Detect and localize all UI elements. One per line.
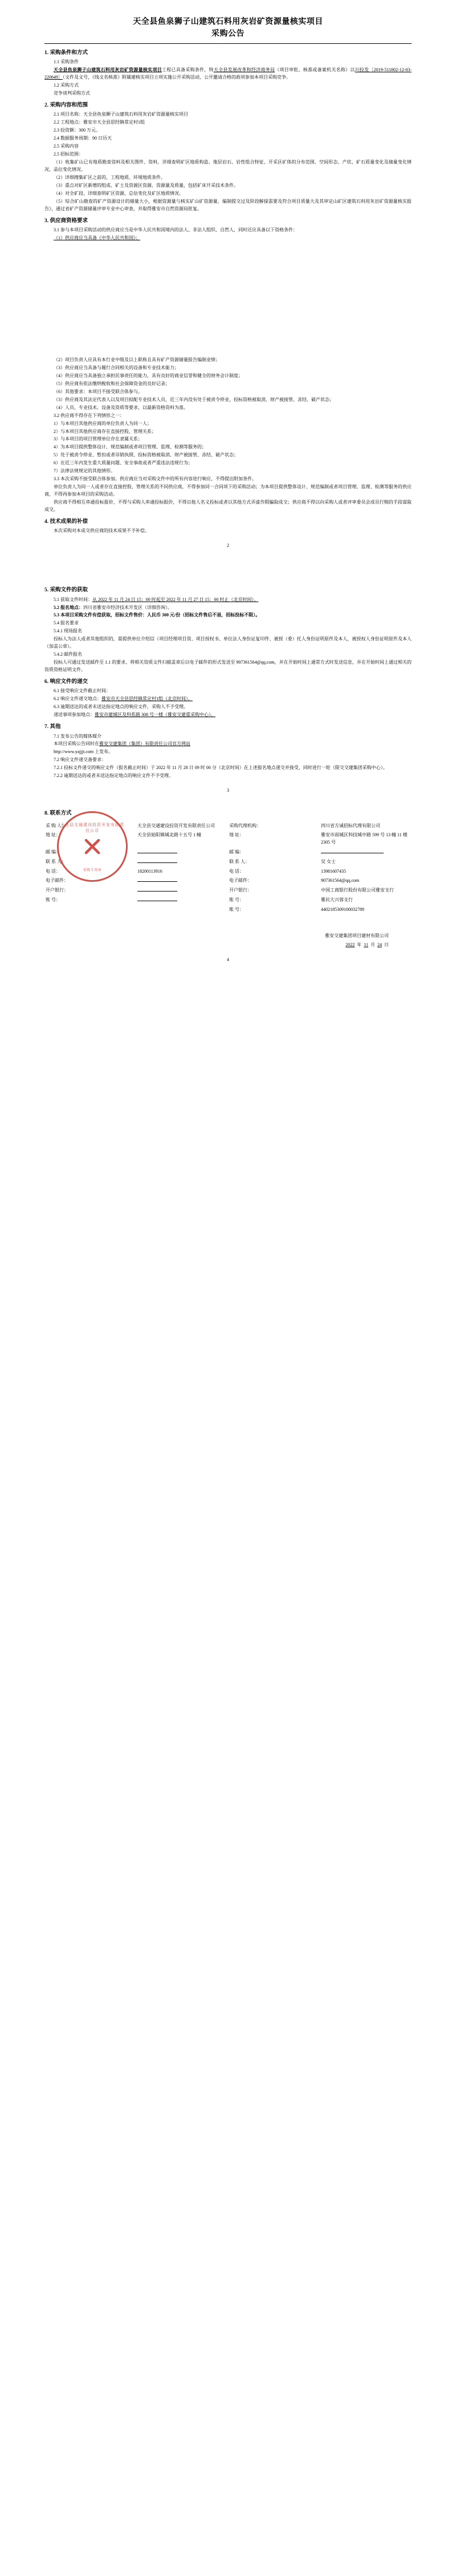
submission-location: 雅安市天全县思经镇常定村1组（北京时间）。 bbox=[101, 696, 193, 702]
registration-location: 四川省雅安市经济技术开发区（详细咨询）。 bbox=[83, 604, 172, 610]
purchaser-contact-value bbox=[136, 857, 228, 867]
section-3-line-2 bbox=[44, 235, 412, 242]
section-3-item-3: （3）供应商应当具备与履行合同相关的设备和专业技术能力； bbox=[54, 365, 179, 370]
agency-address-value: 雅安市雨城区科技城中路 599 号 13 幢 11 楼 2305 号 bbox=[321, 832, 408, 845]
publication-media: 雅安交建集团（集团）有限责任公司官方网站 bbox=[99, 741, 190, 747]
table-row bbox=[44, 857, 412, 867]
document-page bbox=[0, 0, 456, 962]
agency-account-value: 4402185309100032789 bbox=[321, 906, 364, 912]
section-5-line-2-label: 5.2 报名地点： bbox=[54, 604, 83, 610]
section-2-scope-4: （4）对全矿段、详细查明矿区资源、总估变化及矿区地质情况。 bbox=[54, 190, 184, 196]
agency-label: 采购代理机构： bbox=[229, 823, 261, 828]
section-2-heading: 2. 采购内容和范围 bbox=[44, 103, 88, 109]
section-3-item-10: 3）与本项目的项目管理单位存在隶属关系； bbox=[54, 436, 142, 442]
section-3-item-7: 3.2 供应商不得存在下列情形之一： bbox=[54, 412, 124, 418]
section-3-line-6: （4）人员、专业技术、设备及资质等要求，以最新资格资料为准。 bbox=[54, 404, 188, 410]
section-2-line-5: 2.5 采购内容 bbox=[54, 144, 79, 149]
page-break-gap-2 bbox=[44, 793, 412, 805]
section-1-text-b: 工程已具备采购条件，特 bbox=[161, 67, 214, 73]
empty-label bbox=[44, 905, 136, 915]
section-3-line-1: 3.1 参与本项目采购活动的供应商应当是中华人民共和国境内的法人、非法人组织、自然人，同时还应具备以下资格条件： bbox=[54, 227, 298, 233]
section-6-line-4-label: 递送事项参加地点： bbox=[54, 712, 95, 718]
table-row bbox=[44, 896, 412, 905]
project-name-emphasis: 天全县鱼泉狮子山建筑石料用灰岩矿资源量核实项目 bbox=[54, 67, 162, 73]
agency-email-label: 电子邮件： bbox=[229, 878, 252, 884]
agency-email-value[interactable]: 907361564@qq.com bbox=[321, 878, 360, 884]
section-7-heading: 7. 其他 bbox=[44, 724, 61, 730]
signature-block bbox=[44, 931, 412, 948]
document-price-text: 5.3 本项目采购文件有偿获取，招标文件售价：人民币 300 元/份（招标文件售后不退，招标投标不限）。 bbox=[54, 612, 260, 618]
purchaser-bank-value bbox=[136, 886, 228, 896]
signature-date bbox=[44, 941, 389, 949]
section-7-line-2 bbox=[44, 741, 412, 748]
signature-month-unit: 月 bbox=[370, 942, 375, 947]
section-6-heading: 6. 响应文件的递交 bbox=[44, 679, 88, 685]
section-2-line-6: 2.5 招标范围： bbox=[54, 152, 83, 157]
agency-contact-value: 吴 女士 bbox=[321, 858, 336, 864]
signature-day: 24 bbox=[377, 942, 382, 947]
purchaser-address-value: 天全县始阳镇城北路十五号 1 幢 bbox=[137, 832, 201, 838]
agency-postcode-value bbox=[320, 848, 412, 857]
section-3-item-11: 4）为本项目提供整体设计、规范编制或者项目管理、监理、检测等服务的； bbox=[54, 444, 206, 450]
document-title-line-1: 天全县鱼泉狮子山建筑石料用灰岩矿资源量核实项目 bbox=[133, 18, 323, 26]
section-3-item-17: 供应商不得相互串通投标报价，不得与采购人串通投标报价，不得以他人名义投标或者以其他方式弄虚作假骗取成交；供应商不得以向采购人或者评审委员会成员行贿的手段谋取成交。 bbox=[44, 500, 412, 513]
document-title-line-2: 采购公告 bbox=[211, 30, 245, 38]
section-3-item-14: 7）法律法规规定的其他情形。 bbox=[54, 468, 115, 474]
section-1-sub1: 1.1 采购条件 bbox=[54, 59, 79, 65]
agency-branch-value: 雅民大兴蓉支行 bbox=[321, 897, 353, 902]
table-row bbox=[44, 886, 412, 896]
section-6-line-1: 6.1 接受响应文件截止时间： bbox=[54, 688, 111, 694]
section-5-line-7: 5.4.2 邮件报名 bbox=[54, 652, 82, 657]
section-4-line-1: 本次采购对本成交供应商的技术成果不予补偿。 bbox=[54, 528, 149, 534]
section-1-text-f: （文件及文号，《线文名核准》附属建核实项目立项实施公开采购活动，公开邀请合格的政项参加本项目采购竞争。 bbox=[63, 75, 291, 80]
agency-bank-label: 开户银行： bbox=[229, 888, 252, 893]
page-number-3: 3 bbox=[227, 788, 229, 794]
contact-table bbox=[44, 821, 412, 915]
section-5-line-1-label: 5.1 获取文件时间： bbox=[54, 596, 92, 602]
section-5-heading: 5. 采购文件的获取 bbox=[44, 587, 88, 594]
signature-day-unit: 日 bbox=[384, 942, 389, 947]
agency-phone-label: 电 话： bbox=[229, 868, 244, 874]
document-acquisition-time: 从 2022 年 11 月 24 日 15：00 时起至 2022 年 11 月 27 日 15：00 时止（北京时间）。 bbox=[92, 596, 259, 602]
purchaser-phone-value: 18200113916 bbox=[137, 868, 162, 874]
section-2-line-1: 2.1 项目名称：天全县鱼泉狮子山建筑石料用灰岩矿资源量核实项目 bbox=[54, 112, 188, 117]
contact-block bbox=[44, 821, 412, 915]
approval-authority: 天全县发展改革和经济商务局 bbox=[213, 67, 275, 73]
section-3-item-5: （5）供应商有依法缴纳税收和社会保障资金的良好记录； bbox=[54, 381, 170, 386]
agency-phone-value: 13981607435 bbox=[321, 868, 346, 874]
section-2-line-2: 2.2 工程地点：雅安市天全县思经镇常定村1组 bbox=[54, 120, 145, 125]
page-number-2: 2 bbox=[227, 543, 229, 549]
purchaser-contact-label: 联 系 人： bbox=[46, 858, 66, 864]
section-1-text-d: （项目审批、核准或备案机关名称）以 bbox=[275, 67, 355, 73]
section-5-line-4: 5.4 报名要求 bbox=[54, 620, 79, 626]
section-2-scope-3: （3）重点对矿区新增的组成、矿土及资源区资源、资源量及质量，包括矿床开采技术条件。 bbox=[54, 182, 238, 188]
section-5-line-8: 投标人可通过发送邮件至 1.1 的要求，将相关资质文件扫描盖章后以电子邮件的形式发送至 907361564@qq.com，并在开始时间上通常方式时发送信息，并在开始时间上通过相关的资质资格证明文件。 bbox=[44, 660, 412, 673]
purchaser-postcode-label: 邮 编： bbox=[46, 849, 60, 854]
agency-branch-label: 账 号： bbox=[229, 897, 244, 902]
section-7-line-5: 7.2.1 投标文件递交的响应文件（报名截止时间）于 2022 年 11 月 28 日 09 时 00 分（北京时间）在上述报名地点递交并接受，同时进行一轮（限交交建集团采购中心）。 bbox=[54, 765, 388, 771]
agency-bank-value: 中国工商银行股份有限公司雅安支行 bbox=[321, 888, 394, 893]
purchaser-email-value bbox=[136, 876, 228, 886]
table-row bbox=[44, 905, 412, 915]
section-6-line-2 bbox=[44, 696, 412, 703]
section-3-line-5: （3）供应商及其法定代表人以及项目拟配专业技术人员，近三年内没有处于被责令停业，投标资格被取消，财产被接管、冻结、破产状态； bbox=[54, 396, 334, 402]
seal-bottom-text: 采购专用章 bbox=[83, 868, 102, 872]
section-3-item-16: 单位负责人为同一人或者存在直接控股、管理关系的不同供应商，不得参加同一合同项下的采购活动；为本项目提供整体设计、规范编制或者项目管理、监理、检测等服务的供应商，不得再参加本项目的采购活动。 bbox=[44, 484, 412, 497]
section-3-item-8: 1）与本项目其他供应商的单位负责人为同一人； bbox=[54, 420, 152, 426]
section-3-item-6: （6）其他要求：本项目不接受联合体参与。 bbox=[54, 389, 142, 394]
document-title bbox=[44, 0, 412, 44]
purchaser-phone-label: 电 话： bbox=[46, 868, 60, 874]
section-5-line-1 bbox=[44, 596, 412, 604]
blank-area bbox=[44, 243, 412, 357]
agency-account-label: 账 号： bbox=[229, 906, 244, 912]
section-6-line-4 bbox=[44, 712, 412, 719]
table-row bbox=[44, 867, 412, 877]
agency-address-label: 地 址： bbox=[229, 832, 244, 838]
section-2-scope-5: （5）综合矿山勘查的矿产资源设计的储量大小，根据资源量与核实矿山矿资源量、编制提交过及阶段解探需要及符合项目质量大及其审定山矿区建筑石料用灰岩矿资源量核实报告》，通过省矿产资源储量评审专业中心审查，并取得雅安市自然资源局批复。 bbox=[44, 198, 412, 211]
signature-organization: 雅安交建集团项目建材有限公司 bbox=[325, 933, 389, 939]
seal-top-text: 天全县交通建设投资开发有限责任公司 bbox=[60, 822, 124, 833]
section-2-scope-1: （1）收集矿山已有地质勘查资料及相关图件、资料，详细查明矿区地质构造、地层岩石、岩性组合特征、开采区矿体的分布范围、空间形态、产状、矿石质量变化及储量变化情况，品位变化情况。 bbox=[44, 160, 412, 173]
section-4-heading: 4. 技术成果的补偿 bbox=[44, 519, 88, 525]
purchaser-account-value bbox=[136, 896, 228, 905]
section-3-line-2-text: （1）供应商应当具备《中华人民共和国》； bbox=[54, 235, 140, 240]
section-7-line-4: 7.2 响应文件递交备要求： bbox=[54, 757, 106, 763]
section-5-line-5: 5.4.1 现场报名 bbox=[54, 628, 82, 634]
section-7-line-6: 7.2.2 逾期送达的或者未送达指定地点的响应文件不予受理。 bbox=[54, 773, 173, 779]
section-7-line-2-label: 本项目采购公告同时在 bbox=[54, 741, 99, 747]
section-1-procurement-method: 竞争谈判采购方式 bbox=[54, 91, 90, 96]
empty-value bbox=[136, 905, 228, 915]
purchaser-address-label: 地 址： bbox=[46, 832, 60, 838]
section-3-heading: 3. 供应商资格要求 bbox=[44, 218, 88, 224]
signature-month: 11 bbox=[364, 942, 368, 947]
table-row bbox=[44, 821, 412, 831]
section-1-sub2: 1.2 采购方式 bbox=[54, 83, 79, 88]
table-row bbox=[44, 876, 412, 886]
page-break-gap-1 bbox=[44, 548, 412, 582]
section-8-heading: 8. 联系方式 bbox=[44, 811, 72, 817]
section-5-line-6: 投标人为法人或者其他组织的，需提供单位介绍信（项目经理项目资、项目授权书、单位法人身份证复印件、被授（委）托人身份证明原件及本人，被授权人身份证明原件及本人（加盖公章）。 bbox=[44, 636, 412, 649]
section-7-website[interactable]: http://www.yajjjt.com 上发布。 bbox=[54, 749, 113, 755]
agency-contact-label: 联 系 人： bbox=[229, 858, 250, 864]
approval-doc-number: 川投发〔2019-511802-12-03-220649〕 bbox=[44, 67, 412, 80]
signature-year-unit: 年 bbox=[357, 942, 362, 947]
purchaser-label: 采 购 人： bbox=[46, 823, 66, 828]
agency-postcode-label: 邮 编： bbox=[229, 849, 244, 854]
section-6-line-2-label: 6.2 响应文件递交地点： bbox=[54, 696, 101, 702]
section-3-item-12: 5）处于被责令停业、暂扣或者吊销执照、投标资格被取消、财产被接管、冻结、破产状态； bbox=[54, 452, 238, 458]
delivery-address: 雅安市建城区及科系路 308 号一楼（雅安交建重采购中心）。 bbox=[95, 712, 215, 718]
section-3-item-15: 3.3 本次采购不接受联合体参加。供应商应当对采购文件中的所有内容进行响应，不得提出附加条件。 bbox=[54, 476, 256, 482]
purchaser-email-label: 电子邮件： bbox=[46, 878, 68, 884]
table-row bbox=[44, 831, 412, 848]
section-3-item-4: （4）供应商应当具备独立承担民事责任的能力，具有良好的商业信誉和健全的财务会计制度； bbox=[54, 373, 243, 378]
section-2-line-3: 2.3 投资额：300 万元。 bbox=[54, 128, 100, 133]
agency-value: 四川省方诚招标代理有限公司 bbox=[321, 823, 380, 828]
signature-year: 2022 bbox=[345, 942, 355, 947]
purchaser-bank-label: 开户银行： bbox=[46, 888, 68, 893]
section-6-line-3: 6.3 逾期送达的或者未送达指定地点的响应文件，采购人不予受理。 bbox=[54, 704, 188, 710]
section-5-line-3 bbox=[44, 612, 412, 619]
purchaser-value: 天全县交通建设投资开发有限责任公司 bbox=[137, 823, 215, 828]
section-2-line-4: 2.4 数据服务周期：90 日历天 bbox=[54, 136, 112, 141]
section-7-line-1: 7.1 发布公告的媒体媒介 bbox=[54, 733, 101, 739]
purchaser-account-label: 账 号： bbox=[46, 897, 60, 902]
section-3-item-9: 2）与本项目其他供应商存在直接控股、管理关系； bbox=[54, 428, 156, 434]
page-number-4: 4 bbox=[227, 956, 229, 962]
section-3-item-2: （2）项目负责人应具有本行业中级及以上职称且具有矿产资源储量报告编制业绩； bbox=[54, 357, 220, 362]
section-1-heading: 1. 采购条件和方式 bbox=[44, 50, 88, 56]
purchaser-postcode-value bbox=[136, 848, 228, 857]
section-5-line-2 bbox=[44, 604, 412, 612]
section-2-scope-2: （2）详细搜集矿区之前的，工程地质、环境地质条件。 bbox=[54, 174, 165, 180]
section-1-paragraph bbox=[44, 67, 412, 81]
section-3-item-13: 6）在近三年内发生重大质量问题、安全事故或者严重违法违规行为； bbox=[54, 460, 193, 466]
table-row bbox=[44, 848, 412, 857]
